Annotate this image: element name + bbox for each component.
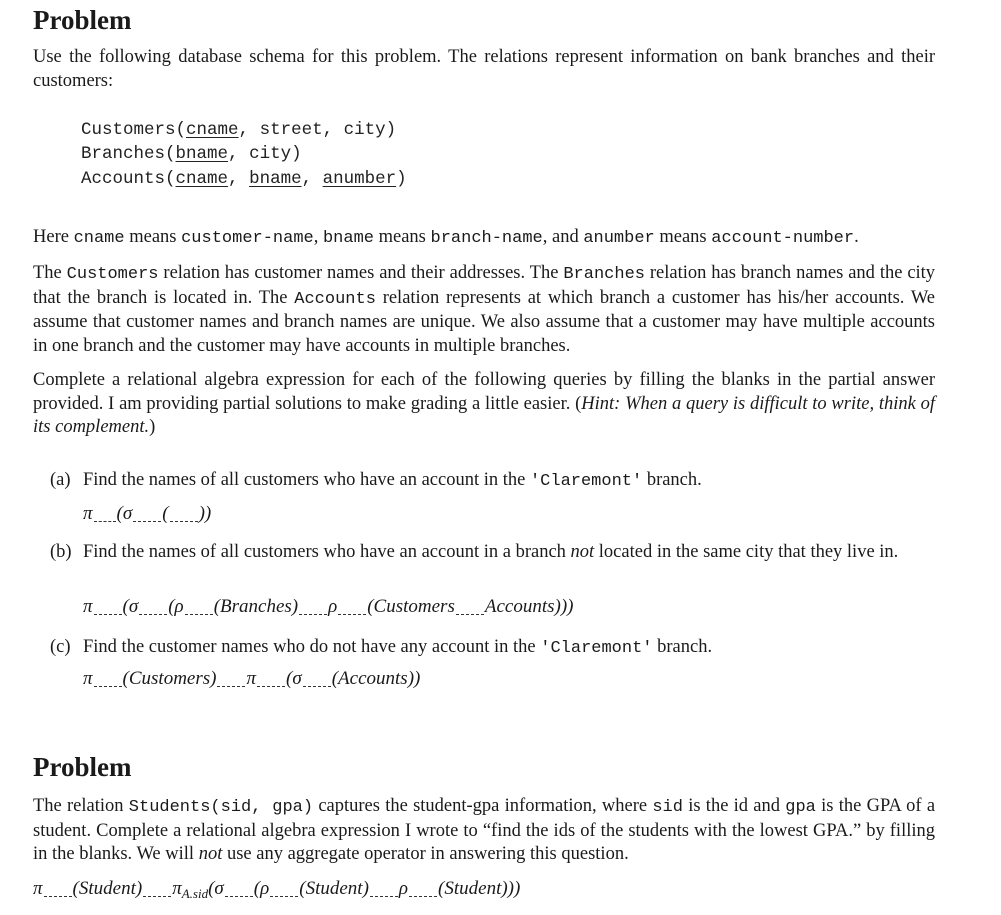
instructions-paragraph: Complete a relational algebra expression for each of the following queries by filling the blanks in the partial answer provided. I am providing partial solutions to make grading a little easier. (Hint: When a query is difficult to write, think of its complement.) [33,370,935,438]
problem2-paragraph: The relation Students(sid, gpa) captures the student-gpa information, where sid is the id and gpa is the GPA of a student. Complete a relational algebra expression I wrote to “find the ids of the students with the lowest GPA.” by filling in the blanks. We will not use any aggregate operator in answering this question. [33,796,936,865]
problem-heading: Problem [33,5,132,35]
blank-field[interactable] [456,613,484,615]
blank-field[interactable] [170,520,198,522]
blank-field[interactable] [143,895,171,897]
problem-heading-2: Problem [33,752,132,782]
blank-field[interactable] [299,613,327,615]
expression-c: π (Customers) π (σ (Accounts)) [83,668,421,689]
intro-paragraph: Use the following database schema for this problem. The relations represent information on bank branches and their customers: [33,47,935,91]
blank-field[interactable] [338,613,366,615]
blank-field[interactable] [94,613,122,615]
expression-a: π (σ ( )) [83,503,212,524]
blank-field[interactable] [257,685,285,687]
description-paragraph: The Customers relation has customer names and their addresses. The Branches relation has branch names and the city that the branch is located in. The Accounts relation represents at which branch a customer has his/her accounts. We assume that customer names and branch names are unique. We also assume that a customer may have multiple accounts in one branch and the customer may have accounts in multiple branches. [33,263,936,357]
blank-field[interactable] [185,613,213,615]
blank-field[interactable] [409,895,437,897]
blank-field[interactable] [44,895,72,897]
blank-field[interactable] [217,685,245,687]
blank-field[interactable] [139,613,167,615]
schema-customers: Customers(cname, street, city) [81,120,397,140]
blank-field[interactable] [94,685,122,687]
blank-field[interactable] [94,520,116,522]
expression-b: π (σ (ρ (Branches) ρ (Customers Accounts))) [83,596,574,617]
blank-field[interactable] [270,895,298,897]
schema-branches: Branches(bname, city) [81,144,302,165]
blank-field[interactable] [133,520,161,522]
abbreviation-paragraph: Here cname means customer-name, bname means branch-name, and anumber means account-number. [33,227,859,248]
expression-problem2: π (Student) $\pi_{A.sid}(\sigma$ (ρ (Student) ρ (Student))) [33,878,521,901]
blank-field[interactable] [225,895,253,897]
schema-accounts: Accounts(cname, bname, anumber) [81,168,407,189]
blank-field[interactable] [370,895,398,897]
schema-block [81,118,407,191]
blank-field[interactable] [303,685,331,687]
